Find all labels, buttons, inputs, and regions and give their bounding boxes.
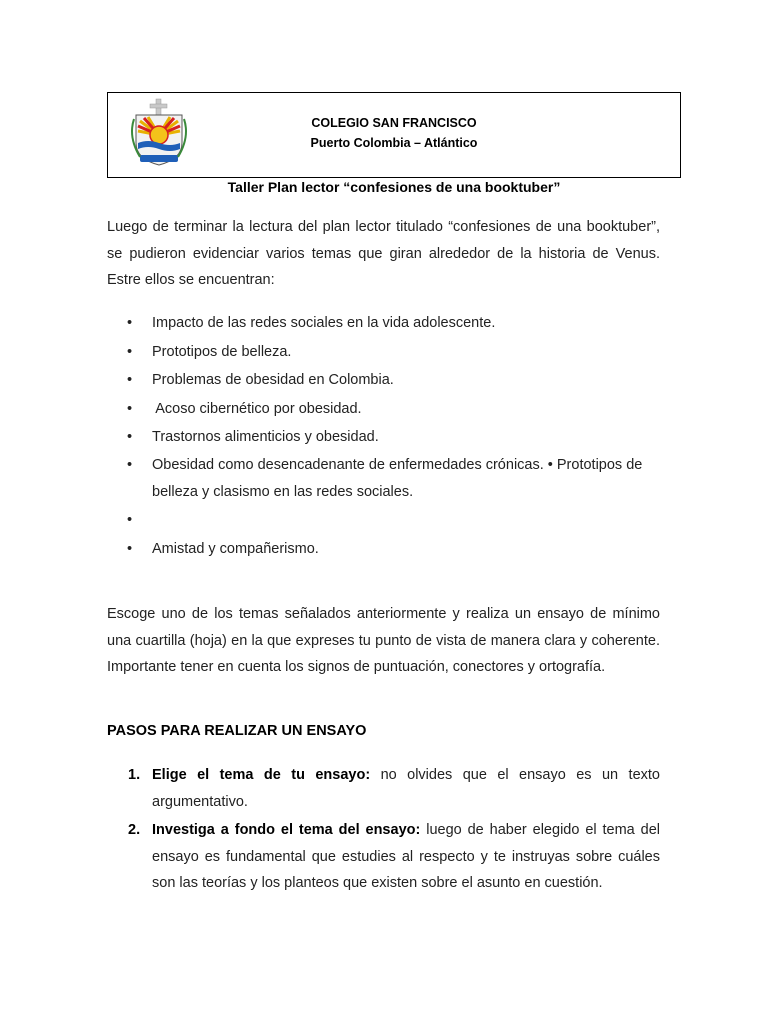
steps-heading: PASOS PARA REALIZAR UN ENSAYO: [107, 723, 367, 739]
bullet-icon: •: [127, 372, 133, 388]
school-heading: [108, 113, 680, 153]
step-text: no olvides que el ensayo es un texto argumentativo.: [152, 767, 660, 810]
topic-text: Amistad y compañerismo.: [152, 540, 319, 557]
list-item: [107, 452, 660, 506]
task-paragraph: Escoge uno de los temas señalados anteriormente y realiza un ensayo de mínimo una cuartilla (hoja) en la que expreses tu punto de vista de manera clara y coherente. Importante tener en cuenta los signos de puntuación, conectores y ortografía.: [107, 606, 660, 675]
step-number: 1.: [128, 767, 141, 783]
topic-text: Trastornos alimenticios y obesidad.: [152, 429, 379, 445]
bullet-icon: •: [127, 512, 133, 528]
list-item: [107, 423, 660, 452]
topic-text: Prototipos de belleza.: [152, 343, 292, 360]
header-box: [107, 92, 681, 178]
bullet-icon: •: [127, 457, 133, 473]
step-text: luego de haber elegido el tema del ensayo es fundamental que estudies al respecto y te instruyas sobre cuáles son las teorías y los planteos que existen sobre el asunto en cuestión.: [152, 822, 661, 891]
document-title: Taller Plan lector “confesiones de una booktuber”: [227, 179, 561, 195]
bullet-icon: •: [127, 343, 133, 360]
list-item: [107, 762, 660, 815]
list-item: [107, 535, 660, 564]
list-item: [107, 338, 660, 367]
list-item: [107, 817, 660, 897]
topic-text: Problemas de obesidad en Colombia.: [152, 372, 394, 388]
list-item: [107, 366, 660, 395]
bullet-icon: •: [127, 400, 133, 417]
topic-text: Impacto de las redes sociales en la vida adolescente.: [152, 315, 496, 331]
step-label: Elige el tema de tu ensayo:: [152, 767, 371, 783]
bullet-icon: •: [127, 315, 133, 331]
list-item: [107, 309, 660, 338]
bullet-icon: •: [127, 429, 133, 445]
school-name: COLEGIO SAN FRANCISCO: [311, 116, 477, 130]
step-label: Investiga a fondo el tema del ensayo:: [152, 822, 421, 838]
steps-list: [107, 762, 660, 897]
school-location: Puerto Colombia – Atlántico: [310, 136, 478, 150]
step-number: 2.: [128, 822, 141, 838]
topic-text: Acoso cibernético por obesidad.: [152, 400, 362, 417]
list-item: [107, 395, 660, 424]
list-item: [107, 506, 660, 535]
intro-paragraph: Luego de terminar la lectura del plan lector titulado “confesiones de una booktuber”, se pudieron evidenciar varios temas que giran alrededor de la historia de Venus. Estre ellos se encuentran:: [107, 219, 660, 288]
topic-text: Obesidad como desencadenante de enfermedades crónicas. • Prototipos de belleza y clasismo en las redes sociales.: [152, 457, 643, 500]
topics-list: [107, 309, 660, 563]
bullet-icon: •: [127, 540, 133, 557]
